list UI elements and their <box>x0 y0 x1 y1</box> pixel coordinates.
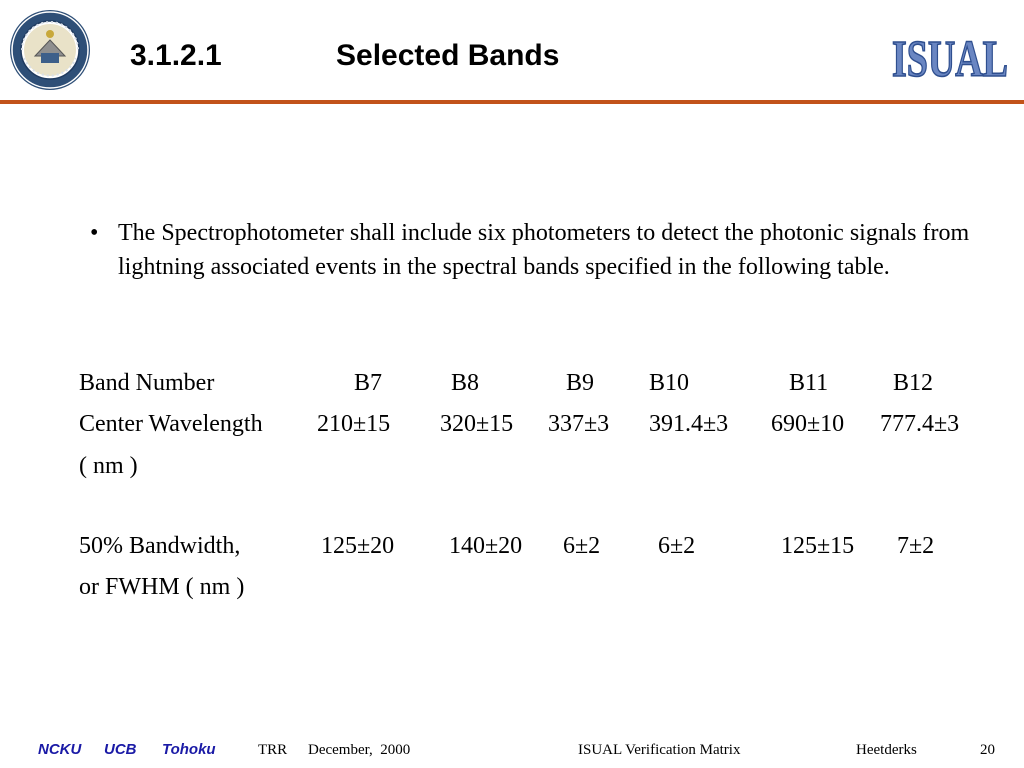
wavelength-cell: 690±10 <box>771 411 845 437</box>
bandwidth-cell: 125±15 <box>781 533 855 559</box>
bandwidth-cell: 140±20 <box>449 533 523 559</box>
bandwidth-label: 50% Bandwidth, <box>79 533 241 559</box>
bandwidth-cell: 125±20 <box>321 533 395 559</box>
band-cell: B10 <box>649 370 690 396</box>
footer-institution-ncku: NCKU <box>38 741 82 758</box>
footer-institution-ucb: UCB <box>104 741 137 758</box>
footer-author: Heetderks <box>856 742 917 758</box>
bullet-text: The Spectrophotometer shall include six photometers to detect the photonic signals from lightning associated events in the spectral bands specified in the following table. <box>118 220 970 280</box>
band-cell: B9 <box>566 370 595 396</box>
band-cell: B8 <box>451 370 480 396</box>
bandwidth-cell: 6±2 <box>658 533 696 559</box>
isual-logo <box>888 26 1012 86</box>
footer-doc-title: ISUAL Verification Matrix <box>578 742 741 758</box>
center-wavelength-label: Center Wavelength <box>79 411 263 437</box>
center-wavelength-unit: ( nm ) <box>79 453 138 479</box>
bandwidth-label-cont: or FWHM ( nm ) <box>79 574 245 600</box>
slide-title: Selected Bands <box>336 39 560 72</box>
wavelength-cell: 391.4±3 <box>649 411 729 437</box>
svg-text:ISUAL: ISUAL <box>892 31 1008 86</box>
footer-trr: TRR <box>258 742 288 758</box>
university-seal-icon <box>8 8 92 92</box>
band-cell: B7 <box>354 370 383 396</box>
band-cell: B11 <box>789 370 829 396</box>
wavelength-cell: 320±15 <box>440 411 514 437</box>
footer-institution-tohoku: Tohoku <box>162 741 216 758</box>
section-number: 3.1.2.1 <box>130 39 222 72</box>
bandwidth-cell: 6±2 <box>563 533 601 559</box>
wavelength-cell: 777.4±3 <box>880 411 960 437</box>
bandwidth-cell: 7±2 <box>897 533 935 559</box>
band-cell: B12 <box>893 370 934 396</box>
footer-page-number: 20 <box>980 742 995 758</box>
bullet-marker: • <box>90 220 99 246</box>
band-number-label: Band Number <box>79 370 215 396</box>
wavelength-cell: 210±15 <box>317 411 391 437</box>
footer-date: December, 2000 <box>308 742 411 758</box>
header-rule <box>0 100 1024 104</box>
wavelength-cell: 337±3 <box>548 411 610 437</box>
